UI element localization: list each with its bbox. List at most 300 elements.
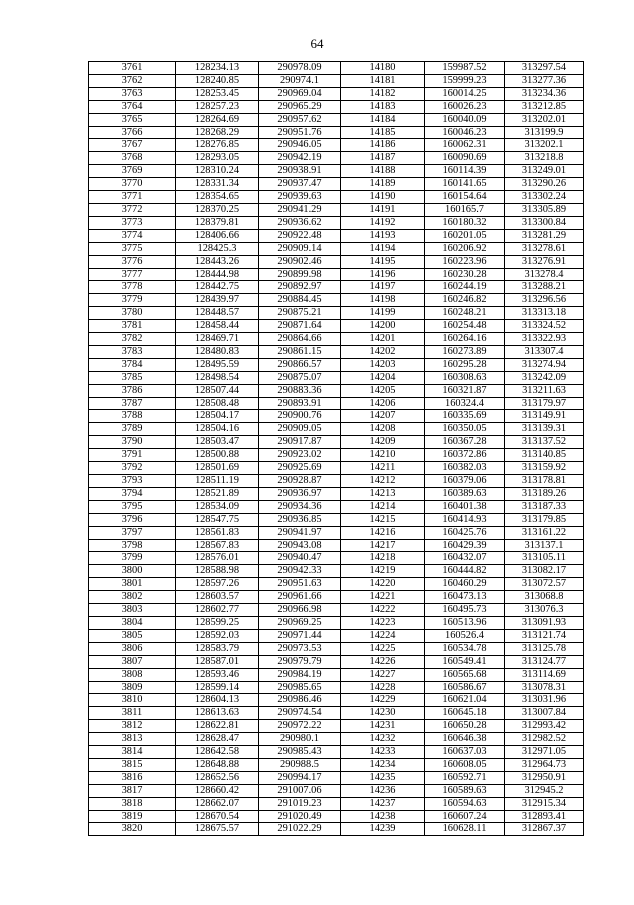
table-cell: 128276.85 <box>176 139 259 152</box>
table-cell: 3783 <box>89 345 176 358</box>
table-cell: 290965.29 <box>259 100 341 113</box>
table-row <box>89 255 584 268</box>
table-row <box>89 810 584 823</box>
table-cell: 3761 <box>89 62 176 75</box>
table-cell: 160425.76 <box>425 526 505 539</box>
table-cell: 128442.75 <box>176 281 259 294</box>
table-cell: 14203 <box>341 358 425 371</box>
table-cell: 3797 <box>89 526 176 539</box>
table-cell: 160321.87 <box>425 384 505 397</box>
table-cell: 3818 <box>89 797 176 810</box>
table-row <box>89 823 584 836</box>
table-row <box>89 203 584 216</box>
table-cell: 290900.76 <box>259 410 341 423</box>
table-cell: 14188 <box>341 165 425 178</box>
table-cell: 14215 <box>341 513 425 526</box>
table-cell: 160432.07 <box>425 552 505 565</box>
table-cell: 128576.01 <box>176 552 259 565</box>
table-cell: 290892.97 <box>259 281 341 294</box>
table-cell: 160367.28 <box>425 436 505 449</box>
table-cell: 3817 <box>89 784 176 797</box>
table-cell: 290978.09 <box>259 62 341 75</box>
table-cell: 128588.98 <box>176 565 259 578</box>
table-cell: 313278.4 <box>505 268 584 281</box>
table-cell: 160154.64 <box>425 191 505 204</box>
table-cell: 128604.13 <box>176 694 259 707</box>
table-cell: 291020.49 <box>259 810 341 823</box>
table-cell: 128501.69 <box>176 462 259 475</box>
table-cell: 290939.63 <box>259 191 341 204</box>
table-cell: 14191 <box>341 203 425 216</box>
table-cell: 160526.4 <box>425 629 505 642</box>
table-cell: 3777 <box>89 268 176 281</box>
table-cell: 290984.19 <box>259 668 341 681</box>
table-cell: 128587.01 <box>176 655 259 668</box>
table-cell: 290936.62 <box>259 216 341 229</box>
table-cell: 3804 <box>89 616 176 629</box>
table-row <box>89 475 584 488</box>
table-row <box>89 552 584 565</box>
table-cell: 313140.85 <box>505 449 584 462</box>
table-cell: 160607.24 <box>425 810 505 823</box>
table-cell: 3763 <box>89 87 176 100</box>
table-row <box>89 345 584 358</box>
table-cell: 3786 <box>89 384 176 397</box>
table-cell: 313324.52 <box>505 320 584 333</box>
table-cell: 128331.34 <box>176 178 259 191</box>
table-cell: 290909.14 <box>259 242 341 255</box>
table-cell: 128507.44 <box>176 384 259 397</box>
table-cell: 128603.57 <box>176 591 259 604</box>
table-row <box>89 139 584 152</box>
table-cell: 290966.98 <box>259 604 341 617</box>
table-cell: 160389.63 <box>425 487 505 500</box>
table-cell: 3811 <box>89 707 176 720</box>
table-cell: 128370.25 <box>176 203 259 216</box>
table-cell: 3816 <box>89 771 176 784</box>
table-cell: 14237 <box>341 797 425 810</box>
table-cell: 14209 <box>341 436 425 449</box>
table-cell: 290909.05 <box>259 423 341 436</box>
table-cell: 160628.11 <box>425 823 505 836</box>
table-cell: 160379.06 <box>425 475 505 488</box>
table-cell: 313178.81 <box>505 475 584 488</box>
table-cell: 3787 <box>89 397 176 410</box>
table-cell: 128534.09 <box>176 500 259 513</box>
table-cell: 128443.26 <box>176 255 259 268</box>
table-cell: 313137.52 <box>505 436 584 449</box>
table-cell: 3776 <box>89 255 176 268</box>
table-cell: 160201.05 <box>425 229 505 242</box>
table-cell: 128268.29 <box>176 126 259 139</box>
table-row <box>89 268 584 281</box>
table-cell: 128469.71 <box>176 333 259 346</box>
table-cell: 313139.31 <box>505 423 584 436</box>
table-row <box>89 410 584 423</box>
table-cell: 14186 <box>341 139 425 152</box>
table-cell: 128521.89 <box>176 487 259 500</box>
table-cell: 313288.21 <box>505 281 584 294</box>
table-cell: 14220 <box>341 578 425 591</box>
table-cell: 290979.79 <box>259 655 341 668</box>
table-cell: 14212 <box>341 475 425 488</box>
table-cell: 14197 <box>341 281 425 294</box>
table-cell: 3766 <box>89 126 176 139</box>
table-cell: 312993.42 <box>505 720 584 733</box>
table-cell: 313189.26 <box>505 487 584 500</box>
table-cell: 128670.54 <box>176 810 259 823</box>
table-cell: 128675.57 <box>176 823 259 836</box>
table-cell: 128592.03 <box>176 629 259 642</box>
table-cell: 3793 <box>89 475 176 488</box>
table-cell: 313281.29 <box>505 229 584 242</box>
table-cell: 3767 <box>89 139 176 152</box>
table-cell: 14204 <box>341 371 425 384</box>
table-cell: 290864.66 <box>259 333 341 346</box>
table-cell: 313125.78 <box>505 642 584 655</box>
table-row <box>89 746 584 759</box>
table-cell: 290938.91 <box>259 165 341 178</box>
table-cell: 160414.93 <box>425 513 505 526</box>
table-cell: 128628.47 <box>176 733 259 746</box>
table-cell: 312971.05 <box>505 746 584 759</box>
table-cell: 312945.2 <box>505 784 584 797</box>
table-cell: 290884.45 <box>259 294 341 307</box>
table-cell: 291022.29 <box>259 823 341 836</box>
table-cell: 14223 <box>341 616 425 629</box>
table-row <box>89 294 584 307</box>
table-cell: 14238 <box>341 810 425 823</box>
table-row <box>89 784 584 797</box>
table-cell: 14233 <box>341 746 425 759</box>
table-cell: 3764 <box>89 100 176 113</box>
table-cell: 290936.97 <box>259 487 341 500</box>
table-cell: 14190 <box>341 191 425 204</box>
table-cell: 290941.97 <box>259 526 341 539</box>
table-cell: 313211.63 <box>505 384 584 397</box>
table-row <box>89 526 584 539</box>
table-cell: 160014.25 <box>425 87 505 100</box>
table-cell: 290969.25 <box>259 616 341 629</box>
table-cell: 313179.85 <box>505 513 584 526</box>
table-cell: 290974.1 <box>259 74 341 87</box>
table-cell: 3782 <box>89 333 176 346</box>
table-cell: 3807 <box>89 655 176 668</box>
table-cell: 313274.94 <box>505 358 584 371</box>
table-cell: 313137.1 <box>505 539 584 552</box>
table-cell: 313302.24 <box>505 191 584 204</box>
table-cell: 128503.47 <box>176 436 259 449</box>
table-cell: 160382.03 <box>425 462 505 475</box>
table-row <box>89 707 584 720</box>
table-cell: 14227 <box>341 668 425 681</box>
table-cell: 313068.8 <box>505 591 584 604</box>
table-cell: 313078.31 <box>505 681 584 694</box>
table-cell: 3790 <box>89 436 176 449</box>
table-cell: 313072.57 <box>505 578 584 591</box>
table-cell: 160645.18 <box>425 707 505 720</box>
table-cell: 3798 <box>89 539 176 552</box>
table-cell: 313307.4 <box>505 345 584 358</box>
table-row <box>89 513 584 526</box>
table-cell: 14180 <box>341 62 425 75</box>
table-cell: 313076.3 <box>505 604 584 617</box>
table-cell: 290974.54 <box>259 707 341 720</box>
table-cell: 128561.83 <box>176 526 259 539</box>
table-cell: 290951.76 <box>259 126 341 139</box>
table-cell: 290893.91 <box>259 397 341 410</box>
table-cell: 128511.19 <box>176 475 259 488</box>
table-cell: 290986.46 <box>259 694 341 707</box>
table-row <box>89 681 584 694</box>
table-cell: 313121.74 <box>505 629 584 642</box>
table-row <box>89 165 584 178</box>
table-cell: 290972.22 <box>259 720 341 733</box>
table-row <box>89 74 584 87</box>
table-cell: 313187.33 <box>505 500 584 513</box>
table-cell: 313199.9 <box>505 126 584 139</box>
table-cell: 159999.23 <box>425 74 505 87</box>
table-cell: 160230.28 <box>425 268 505 281</box>
table-cell: 3770 <box>89 178 176 191</box>
table-cell: 128480.83 <box>176 345 259 358</box>
table-cell: 290925.69 <box>259 462 341 475</box>
table-row <box>89 668 584 681</box>
table-cell: 3796 <box>89 513 176 526</box>
table-cell: 3769 <box>89 165 176 178</box>
table-cell: 128444.98 <box>176 268 259 281</box>
table-cell: 128567.83 <box>176 539 259 552</box>
table-row <box>89 462 584 475</box>
table-cell: 14214 <box>341 500 425 513</box>
table-row <box>89 694 584 707</box>
table-cell: 14218 <box>341 552 425 565</box>
table-cell: 313159.92 <box>505 462 584 475</box>
table-cell: 14229 <box>341 694 425 707</box>
table-cell: 312964.73 <box>505 758 584 771</box>
table-cell: 128547.75 <box>176 513 259 526</box>
table-cell: 160565.68 <box>425 668 505 681</box>
table-cell: 290951.63 <box>259 578 341 591</box>
table-row <box>89 655 584 668</box>
table-cell: 14232 <box>341 733 425 746</box>
table-cell: 14219 <box>341 565 425 578</box>
table-cell: 160460.29 <box>425 578 505 591</box>
table-cell: 313297.54 <box>505 62 584 75</box>
table-cell: 3775 <box>89 242 176 255</box>
table-cell: 313114.69 <box>505 668 584 681</box>
table-cell: 128310.24 <box>176 165 259 178</box>
table-cell: 128458.44 <box>176 320 259 333</box>
table-cell: 3792 <box>89 462 176 475</box>
table-cell: 290937.47 <box>259 178 341 191</box>
table-cell: 290883.36 <box>259 384 341 397</box>
table-cell: 14192 <box>341 216 425 229</box>
table-cell: 290866.57 <box>259 358 341 371</box>
table-cell: 290941.29 <box>259 203 341 216</box>
table-row <box>89 307 584 320</box>
table-cell: 160308.63 <box>425 371 505 384</box>
table-cell: 312950.91 <box>505 771 584 784</box>
table-cell: 128425.3 <box>176 242 259 255</box>
table-cell: 128354.65 <box>176 191 259 204</box>
table-cell: 14213 <box>341 487 425 500</box>
table-row <box>89 178 584 191</box>
table-row <box>89 436 584 449</box>
table-row <box>89 191 584 204</box>
table-cell: 159987.52 <box>425 62 505 75</box>
table-cell: 160335.69 <box>425 410 505 423</box>
table-cell: 128257.23 <box>176 100 259 113</box>
table-cell: 3809 <box>89 681 176 694</box>
table-cell: 128448.57 <box>176 307 259 320</box>
table-cell: 313305.89 <box>505 203 584 216</box>
table-cell: 290980.1 <box>259 733 341 746</box>
table-cell: 313149.91 <box>505 410 584 423</box>
table-cell: 3773 <box>89 216 176 229</box>
table-row <box>89 629 584 642</box>
table-row <box>89 371 584 384</box>
table-cell: 14236 <box>341 784 425 797</box>
table-cell: 160594.63 <box>425 797 505 810</box>
table-row <box>89 565 584 578</box>
table-cell: 3795 <box>89 500 176 513</box>
table-cell: 160444.82 <box>425 565 505 578</box>
table-cell: 14205 <box>341 384 425 397</box>
table-cell: 313278.61 <box>505 242 584 255</box>
table-cell: 3803 <box>89 604 176 617</box>
table-cell: 160637.03 <box>425 746 505 759</box>
table-cell: 14222 <box>341 604 425 617</box>
table-cell: 160350.05 <box>425 423 505 436</box>
table-row <box>89 242 584 255</box>
table-cell: 128660.42 <box>176 784 259 797</box>
coordinates-table <box>88 61 584 836</box>
table-cell: 160586.67 <box>425 681 505 694</box>
table-cell: 290942.19 <box>259 152 341 165</box>
table-cell: 128652.56 <box>176 771 259 784</box>
table-row <box>89 500 584 513</box>
table-cell: 3774 <box>89 229 176 242</box>
table-cell: 290973.53 <box>259 642 341 655</box>
table-cell: 160372.86 <box>425 449 505 462</box>
table-cell: 290985.43 <box>259 746 341 759</box>
table-cell: 3772 <box>89 203 176 216</box>
table-cell: 128406.66 <box>176 229 259 242</box>
table-cell: 3781 <box>89 320 176 333</box>
table-cell: 14234 <box>341 758 425 771</box>
table-cell: 3814 <box>89 746 176 759</box>
table-cell: 128508.48 <box>176 397 259 410</box>
table-cell: 313277.36 <box>505 74 584 87</box>
table-row <box>89 758 584 771</box>
table-row <box>89 720 584 733</box>
table-cell: 313290.26 <box>505 178 584 191</box>
table-cell: 313249.01 <box>505 165 584 178</box>
table-cell: 290946.05 <box>259 139 341 152</box>
table-cell: 290942.33 <box>259 565 341 578</box>
table-cell: 128613.63 <box>176 707 259 720</box>
table-cell: 313234.36 <box>505 87 584 100</box>
table-cell: 290923.02 <box>259 449 341 462</box>
table-cell: 313296.56 <box>505 294 584 307</box>
table-cell: 128500.88 <box>176 449 259 462</box>
table-cell: 313124.77 <box>505 655 584 668</box>
table-cell: 14235 <box>341 771 425 784</box>
table-cell: 3771 <box>89 191 176 204</box>
table-cell: 291007.06 <box>259 784 341 797</box>
table-cell: 160141.65 <box>425 178 505 191</box>
table-row <box>89 216 584 229</box>
table-cell: 160248.21 <box>425 307 505 320</box>
table-cell: 160244.19 <box>425 281 505 294</box>
table-cell: 128662.07 <box>176 797 259 810</box>
table-cell: 3788 <box>89 410 176 423</box>
table-cell: 3810 <box>89 694 176 707</box>
table-cell: 128583.79 <box>176 642 259 655</box>
table-cell: 14194 <box>341 242 425 255</box>
table-cell: 14239 <box>341 823 425 836</box>
table-row <box>89 733 584 746</box>
table-cell: 14201 <box>341 333 425 346</box>
table-row <box>89 229 584 242</box>
table-cell: 160513.96 <box>425 616 505 629</box>
table-cell: 3813 <box>89 733 176 746</box>
table-cell: 160589.63 <box>425 784 505 797</box>
table-cell: 3820 <box>89 823 176 836</box>
table-cell: 290875.21 <box>259 307 341 320</box>
table-cell: 128379.81 <box>176 216 259 229</box>
table-cell: 128498.54 <box>176 371 259 384</box>
table-cell: 160062.31 <box>425 139 505 152</box>
table-cell: 313161.22 <box>505 526 584 539</box>
table-cell: 14217 <box>341 539 425 552</box>
table-cell: 312893.41 <box>505 810 584 823</box>
table-cell: 290902.46 <box>259 255 341 268</box>
table-row <box>89 578 584 591</box>
table-cell: 128622.81 <box>176 720 259 733</box>
table-cell: 14225 <box>341 642 425 655</box>
table-cell: 290922.48 <box>259 229 341 242</box>
table-cell: 313242.09 <box>505 371 584 384</box>
table-cell: 160165.7 <box>425 203 505 216</box>
table-cell: 14183 <box>341 100 425 113</box>
table-cell: 14187 <box>341 152 425 165</box>
table-cell: 14193 <box>341 229 425 242</box>
table-body <box>89 62 584 836</box>
table-cell: 14231 <box>341 720 425 733</box>
table-row <box>89 591 584 604</box>
table-cell: 14206 <box>341 397 425 410</box>
table-cell: 14185 <box>341 126 425 139</box>
table-cell: 160646.38 <box>425 733 505 746</box>
table-cell: 160246.82 <box>425 294 505 307</box>
table-cell: 160273.89 <box>425 345 505 358</box>
table-cell: 14230 <box>341 707 425 720</box>
table-cell: 128504.17 <box>176 410 259 423</box>
table-cell: 290971.44 <box>259 629 341 642</box>
table-cell: 160295.28 <box>425 358 505 371</box>
table-cell: 128504.16 <box>176 423 259 436</box>
table-cell: 313202.1 <box>505 139 584 152</box>
table-cell: 290899.98 <box>259 268 341 281</box>
table-row <box>89 797 584 810</box>
table-cell: 313218.8 <box>505 152 584 165</box>
table-cell: 160473.13 <box>425 591 505 604</box>
table-cell: 290961.66 <box>259 591 341 604</box>
table-cell: 160549.41 <box>425 655 505 668</box>
table-cell: 3812 <box>89 720 176 733</box>
